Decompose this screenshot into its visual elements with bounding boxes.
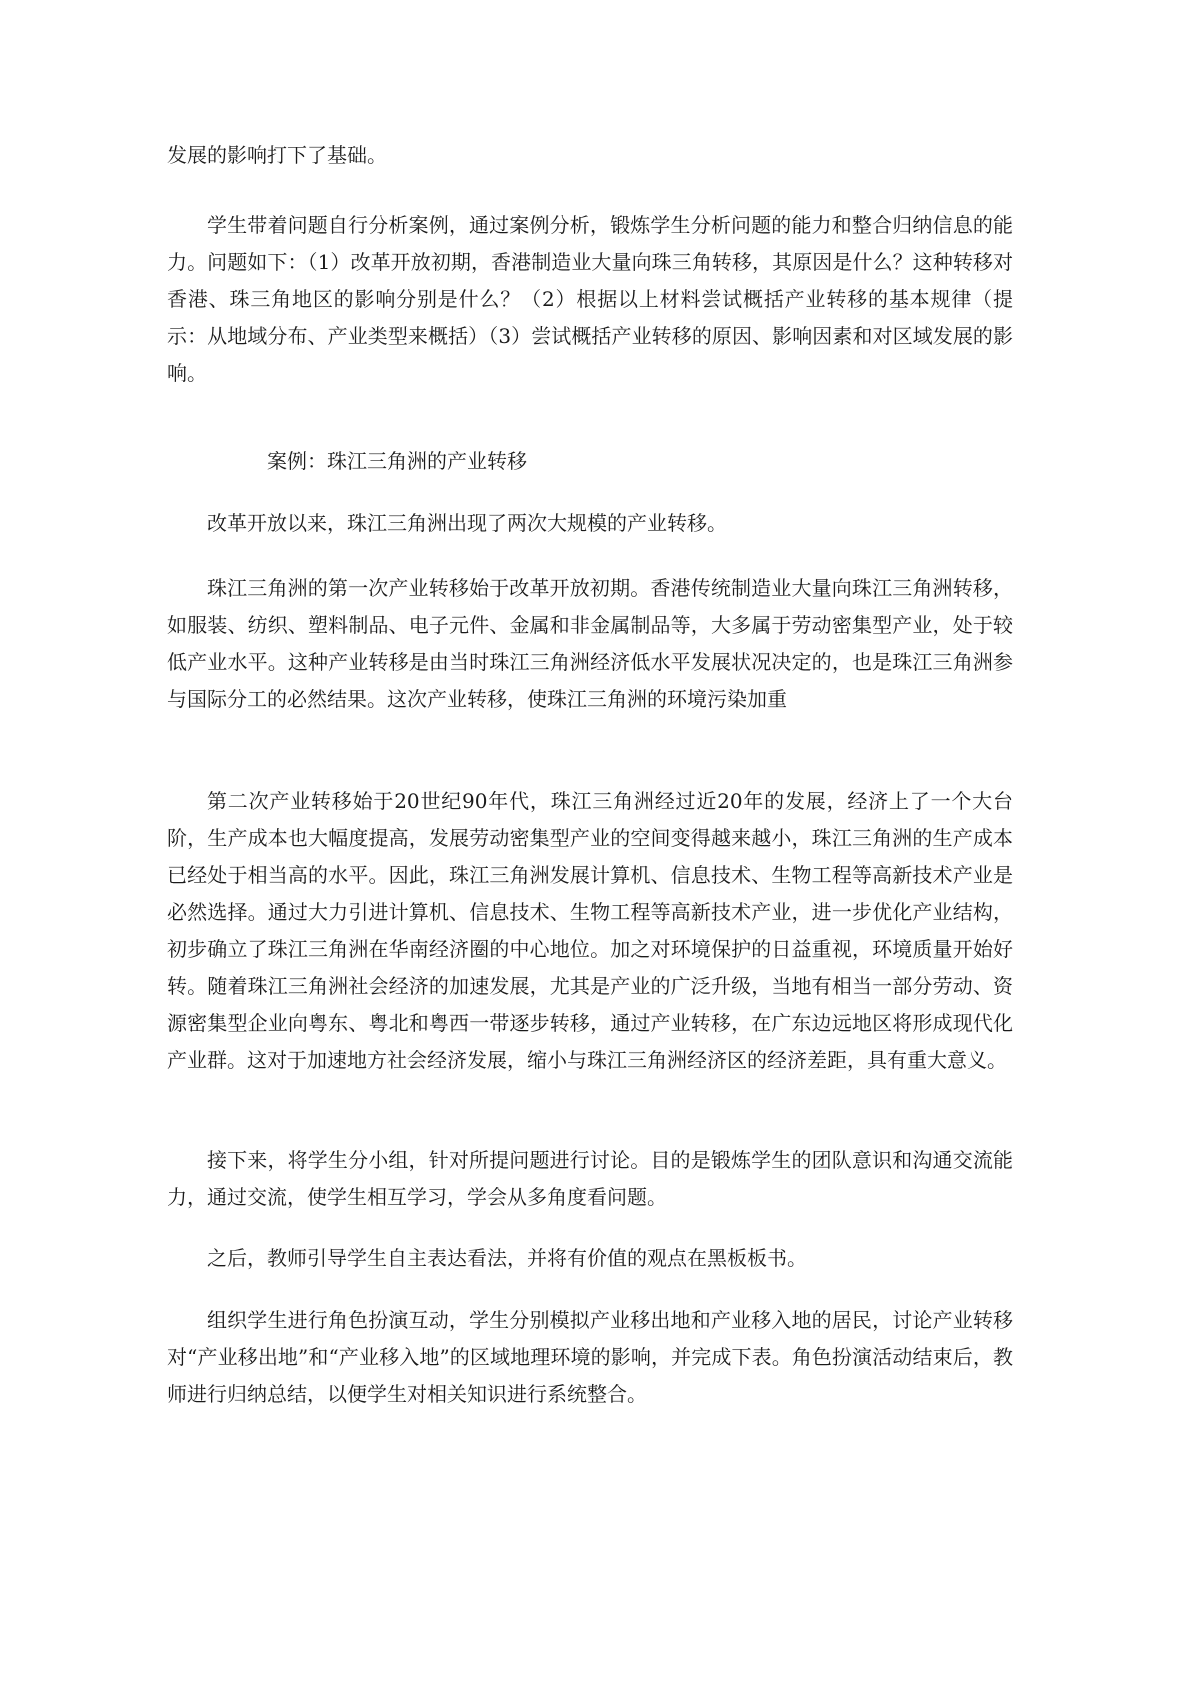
paragraph-text: 学生带着问题自行分析案例，通过案例分析，锻炼学生分析问题的能力和整合归纳信息的能力。问题如下：（1）改革开放初期，香港制造业大量向珠三角转移，其原因是什么？这种转移对香港、珠三角地区的影响分别是什么？（2）根据以上材料尝试概括产业转移的基本规律（提示：从地域分布、产业类型来概括）（3）尝试概括产业转移的原因、影响因素和对区域发展的影响。	[167, 213, 1013, 385]
paragraph-case-intro	[167, 505, 1013, 542]
paragraph-teacher-guidance	[167, 1240, 1013, 1277]
paragraph-text: 改革开放以来，珠江三角洲出现了两次大规模的产业转移。	[207, 511, 727, 535]
paragraph-text: 珠江三角洲的第一次产业转移始于改革开放初期。香港传统制造业大量向珠江三角洲转移，如服装、纺织、塑料制品、电子元件、金属和非金属制品等，大多属于劳动密集型产业，处于较低产业水平。这种产业转移是由当时珠江三角洲经济低水平发展状况决定的，也是珠江三角洲参与国际分工的必然结果。这次产业转移，使珠江三角洲的环境污染加重	[167, 576, 1013, 711]
paragraph-continuation	[167, 137, 1013, 174]
paragraph-text: 第二次产业转移始于20世纪90年代，珠江三角洲经过近20年的发展，经济上了一个大台阶，生产成本也大幅度提高，发展劳动密集型产业的空间变得越来越小，珠江三角洲的生产成本已经处于相当高的水平。因此，珠江三角洲发展计算机、信息技术、生物工程等高新技术产业是必然选择。通过大力引进计算机、信息技术、生物工程等高新技术产业，进一步优化产业结构，初步确立了珠江三角洲在华南经济圈的中心地位。加之对环境保护的日益重视，环境质量开始好转。随着珠江三角洲社会经济的加速发展，尤其是产业的广泛升级，当地有相当一部分劳动、资源密集型企业向粤东、粤北和粤西一带逐步转移，通过产业转移，在广东边远地区将形成现代化产业群。这对于加速地方社会经济发展，缩小与珠江三角洲经济区的经济差距，具有重大意义。	[167, 789, 1013, 1072]
paragraph-text: 接下来，将学生分小组，针对所提问题进行讨论。目的是锻炼学生的团队意识和沟通交流能力，通过交流，使学生相互学习，学会从多角度看问题。	[167, 1148, 1013, 1209]
paragraph-text: 发展的影响打下了基础。	[167, 143, 387, 167]
paragraph-text: 之后，教师引导学生自主表达看法，并将有价值的观点在黑板板书。	[207, 1246, 807, 1270]
paragraph-text: 组织学生进行角色扮演互动，学生分别模拟产业移出地和产业移入地的居民，讨论产业转移对“产业移出地”和“产业移入地”的区域地理环境的影响，并完成下表。角色扮演活动结束后，教师进行归纳总结，以便学生对相关知识进行系统整合。	[167, 1308, 1013, 1406]
paragraph-group-discussion	[167, 1142, 1013, 1216]
paragraph-case-analysis-questions	[167, 207, 1013, 392]
paragraph-second-transfer	[167, 783, 1013, 1079]
case-title: 案例：珠江三角洲的产业转移	[267, 449, 527, 473]
paragraph-first-transfer	[167, 570, 1013, 718]
paragraph-role-play	[167, 1302, 1013, 1413]
